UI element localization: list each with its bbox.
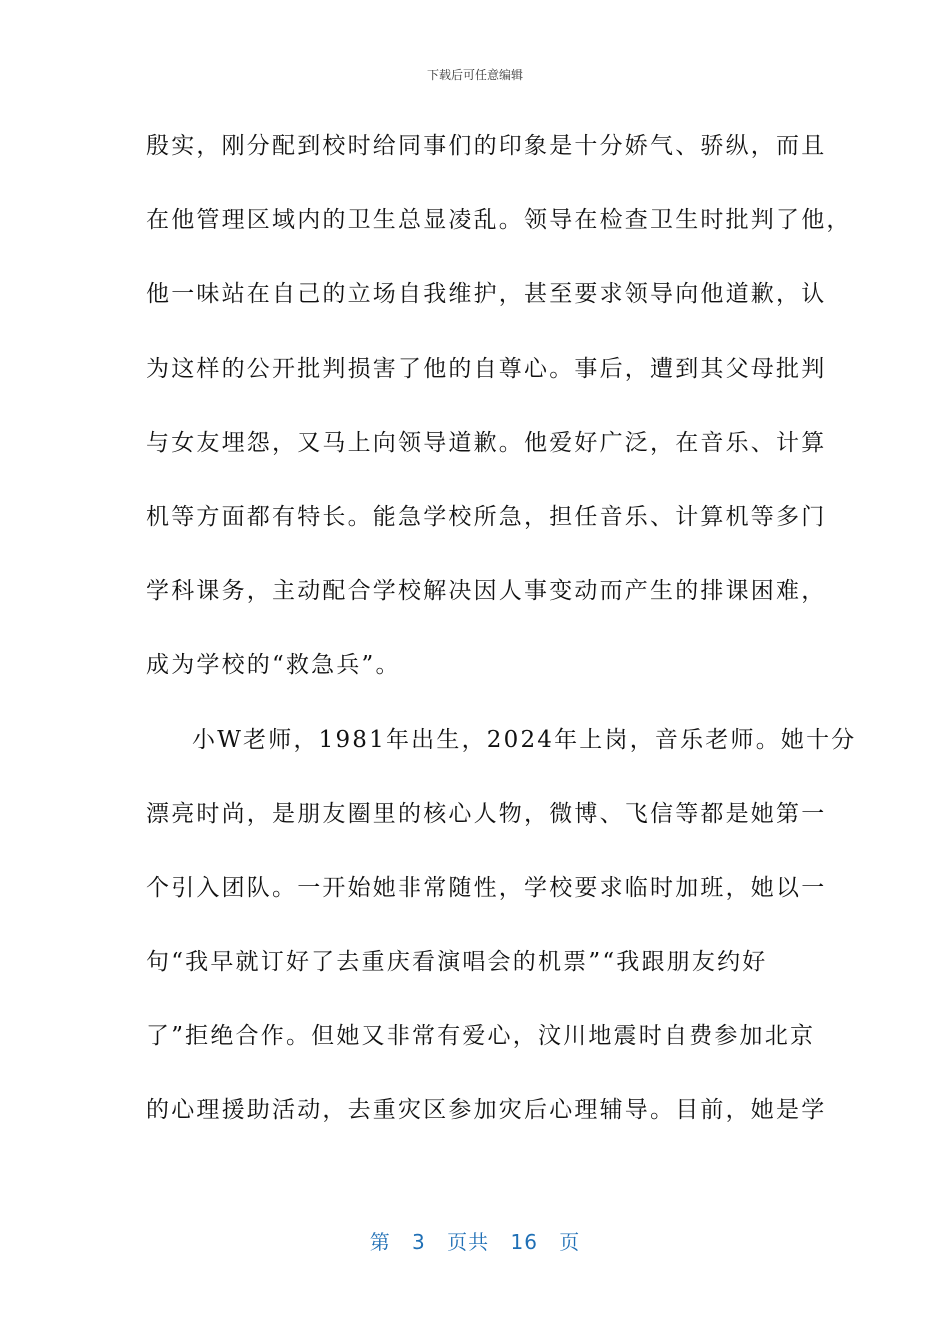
text-line: 个引入团队。一开始她非常随性，学校要求临时加班，她以一 [146,874,827,901]
text-line: 机等方面都有特长。能急学校所急，担任音乐、计算机等多门 [146,503,827,530]
document-body [146,124,857,1163]
text-line: 漂亮时尚，是朋友圈里的核心人物，微博、飞信等都是她第一 [146,800,827,827]
text-line: 学科课务，主动配合学校解决因人事变动而产生的排课困难， [146,578,827,605]
page-number-footer: 第 3 页共 16 页 [369,1230,581,1254]
text-line: 他一味站在自己的立场自我维护，甚至要求领导向他道歉，认 [146,281,827,308]
header-note: 下载后可任意编辑 [426,68,523,82]
text-line: 的心理援助活动，去重灾区参加灾后心理辅导。目前，她是学 [146,1097,827,1124]
text-line: 句“我早就订好了去重庆看演唱会的机票”“我跟朋友约好 [146,949,768,976]
text-line: 在他管理区域内的卫生总显凌乱。领导在检查卫生时批判了他， [146,207,852,234]
text-line: 殷实，刚分配到校时给同事们的印象是十分娇气、骄纵，而且 [146,133,827,159]
text-line: 与女友埋怨，又马上向领导道歉。他爱好广泛，在音乐、计算 [146,429,827,456]
text-line: 为这样的公开批判损害了他的自尊心。事后，遭到其父母批判 [146,355,827,382]
text-line: 成为学校的“救急兵”。 [146,652,401,679]
text-line: 了”拒绝合作。但她又非常有爱心，汶川地震时自费参加北京 [146,1023,816,1050]
paragraph-start-line: 小W老师，1981年出生，2024年上岗，音乐老师。她十分 [192,726,857,753]
